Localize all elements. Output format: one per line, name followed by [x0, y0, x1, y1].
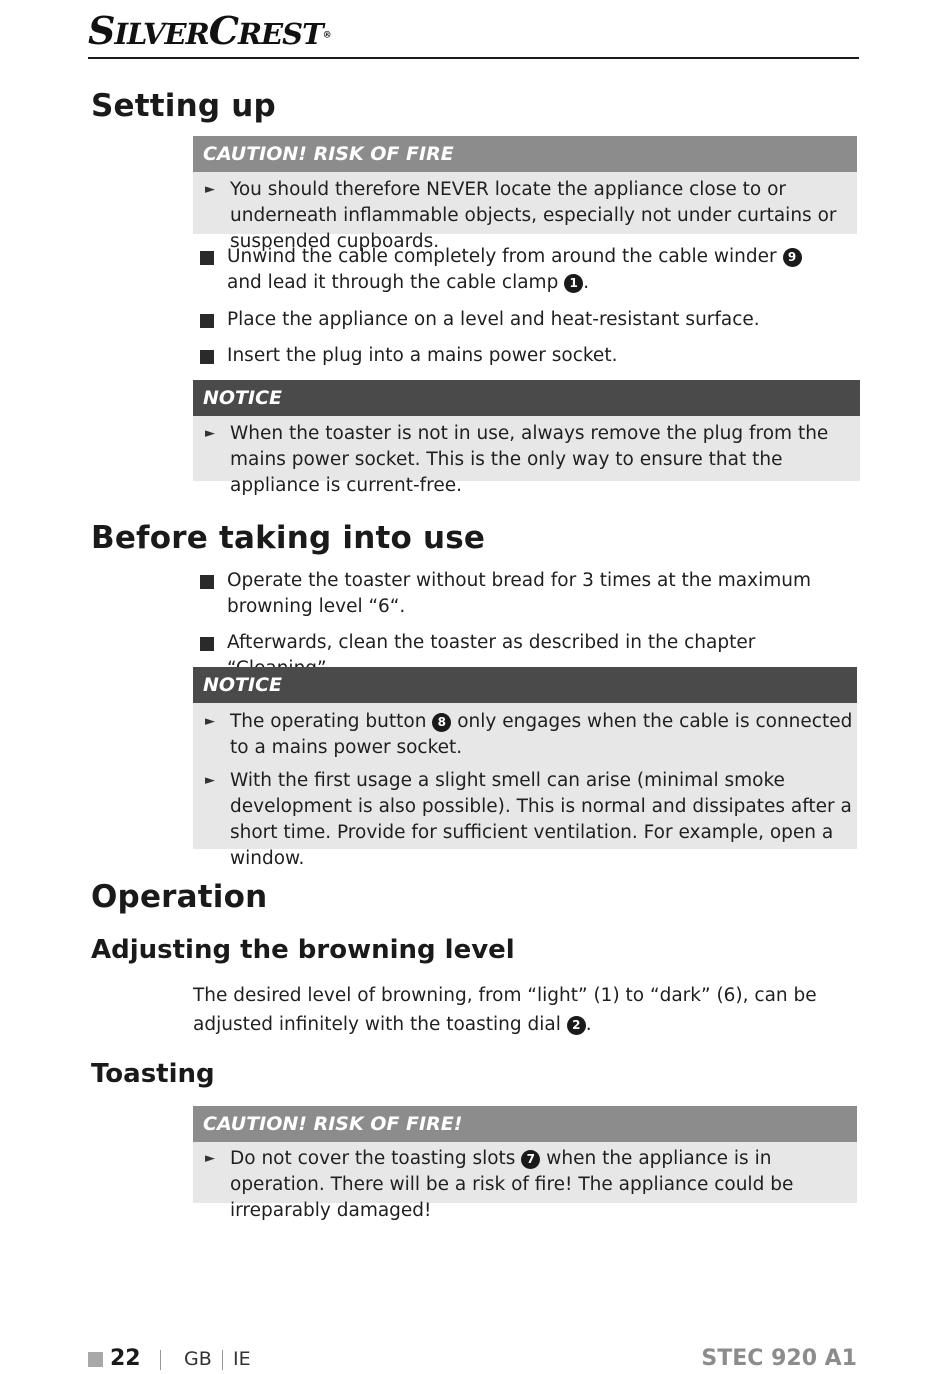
caution-heading: CAUTION! RISK OF FIRE: [193, 136, 857, 172]
footer-divider: [160, 1350, 161, 1370]
caution-box-fire: [193, 1106, 857, 1221]
notice-heading: NOTICE: [193, 667, 857, 703]
bullet-item: Operate the toaster without bread for 3 times at the maximum browning level “6“.: [200, 568, 842, 620]
part-number-badge: 7: [521, 1150, 540, 1169]
notice-heading: NOTICE: [193, 380, 860, 416]
bullet-item: Afterwards, clean the toaster as described in the chapter: [200, 630, 842, 682]
footer-lang-ie: IE: [233, 1348, 251, 1370]
bullet-square-icon: [200, 251, 214, 265]
bullet-square-icon: [200, 575, 214, 589]
header-rule: [88, 57, 859, 59]
caution-item: ► You should therefore NEVER locate the appliance close to or underneath inflammable objects, especially not under curtains or suspended cupboards.: [205, 179, 837, 252]
bullet-square-icon: [200, 350, 214, 364]
part-number-badge: 9: [783, 248, 802, 267]
arrow-icon: ►: [205, 426, 215, 441]
caution-heading: CAUTION! RISK OF FIRE!: [193, 1106, 857, 1142]
notice-item: ► When the toaster is not in use, always remove the plug from the mains power socket. This is the only way to ensure that the appliance is current-free.: [205, 423, 829, 496]
footer-square-icon: [88, 1352, 103, 1367]
arrow-icon: ►: [205, 714, 215, 729]
silvercrest-logo: SILVERCREST®: [88, 8, 331, 53]
part-number-badge: 1: [564, 274, 583, 293]
bullet-square-icon: [200, 637, 214, 651]
arrow-icon: ►: [205, 773, 215, 788]
subsection-title-toasting: Toasting: [91, 1059, 215, 1089]
browning-paragraph: The desired level of browning, from “light” (1) to “dark” (6), can be adjusted infinitely with the toasting dial 2 .: [193, 985, 817, 1035]
bullet-item: Place the appliance on a level and heat-resistant surface.: [200, 307, 842, 333]
section-title-before-use: Before taking into use: [91, 520, 486, 556]
notice-box: [193, 380, 860, 496]
bullet-item: Unwind the cable completely from around the cable winder 9 and lead it through the cable clamp 1 .: [200, 244, 842, 296]
arrow-icon: ►: [205, 1151, 215, 1166]
model-number: STEC 920 A1: [701, 1346, 857, 1371]
part-number-badge: 2: [567, 1016, 586, 1035]
bullet-item: Insert the plug into a mains power socket.: [200, 343, 842, 369]
arrow-icon: ►: [205, 182, 215, 197]
footer-divider: [222, 1350, 223, 1370]
page-number: 22: [110, 1346, 141, 1371]
section-title-operation: Operation: [91, 879, 268, 915]
section-title-setting-up: Setting up: [91, 88, 276, 124]
bullet-square-icon: [200, 314, 214, 328]
notice-item: ► With the first usage a slight smell can arise (minimal smoke development is also possible). This is normal and dissipates after a short time. Provide for sufficient ventilation. For example, open a window.: [205, 770, 852, 869]
caution-box-fire: [193, 136, 857, 252]
part-number-badge: 8: [432, 713, 451, 732]
notice-item: ► The operating button 8 only engages when the cable is connected to a mains power socket.: [205, 711, 853, 758]
caution-item: ► Do not cover the toasting slots 7 when the appliance is in operation. There will be a risk of fire! The appliance could be irreparably damaged!: [205, 1148, 794, 1221]
subsection-title-browning: Adjusting the browning level: [91, 935, 515, 965]
footer-lang-gb: GB: [184, 1348, 212, 1370]
notice-box: [193, 667, 857, 869]
